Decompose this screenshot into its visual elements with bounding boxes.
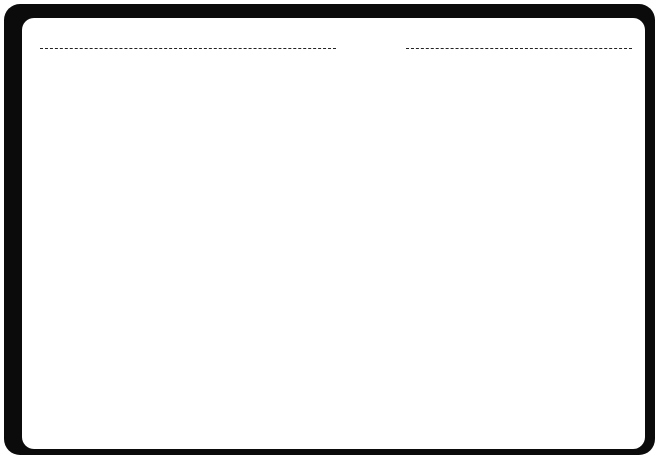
header-rule-left: [40, 48, 336, 49]
header-rule-right: [406, 48, 632, 49]
terminal-screen: [22, 18, 645, 449]
monitor-bezel: [4, 4, 655, 455]
